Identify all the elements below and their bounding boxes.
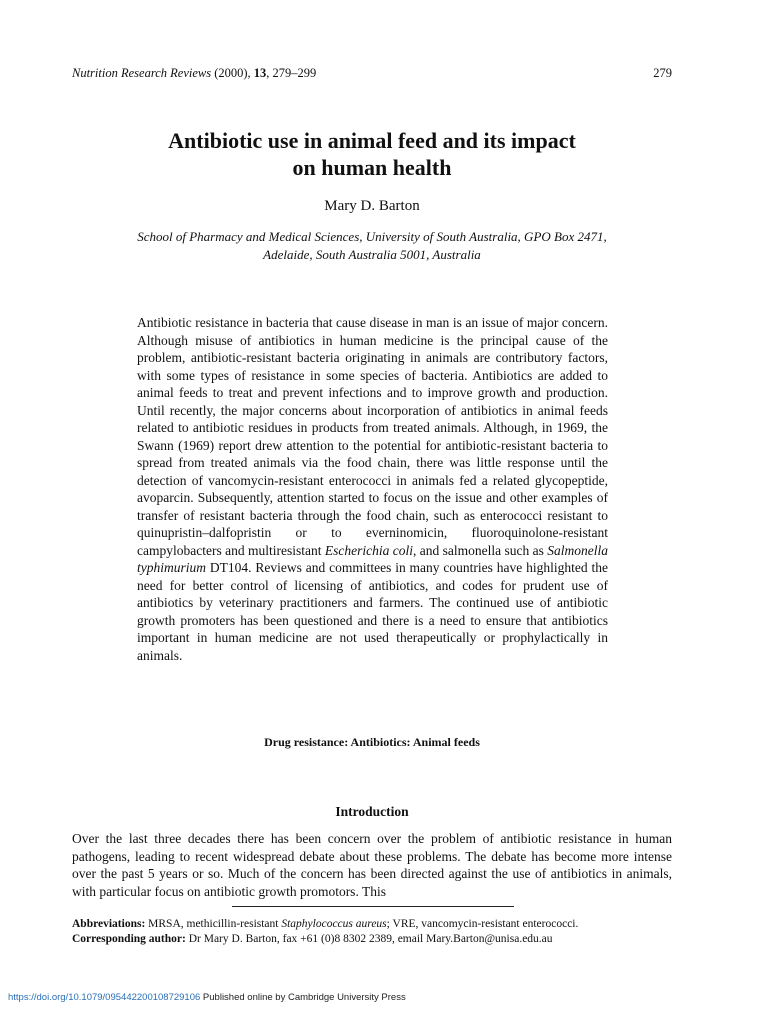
affiliation-line-1: School of Pharmacy and Medical Sciences, University of South Australia, GPO Box 2471, xyxy=(137,229,607,244)
page-range: , 279–299 xyxy=(266,66,317,80)
abbreviations-label: Abbreviations: xyxy=(72,918,146,930)
title-line-2: on human health xyxy=(292,155,452,180)
abstract-italic-ecoli: Escherichia coli xyxy=(324,542,413,558)
volume-number: 13 xyxy=(253,66,267,80)
corresponding-author-text: Dr Mary D. Barton, fax +61 (0)8 8302 2389, email Mary.Barton@unisa.edu.au xyxy=(185,933,553,945)
title-line-1: Antibiotic use in animal feed and its impact xyxy=(168,128,576,153)
journal-name: Nutrition Research Reviews xyxy=(72,66,212,80)
abstract xyxy=(137,314,608,664)
abbreviations-text-2: ; VRE, vancomycin-resistant enterococci. xyxy=(386,918,579,930)
running-header xyxy=(72,66,672,81)
citation-year: (2000), xyxy=(211,66,254,80)
footnotes xyxy=(72,917,692,947)
author-name: Mary D. Barton xyxy=(324,198,420,214)
abstract-text-2: , and salmonella such as xyxy=(412,542,548,558)
section-heading-introduction: Introduction xyxy=(335,804,409,819)
page-number: 279 xyxy=(653,66,672,80)
published-online-text: Published online by Cambridge University Press xyxy=(200,992,406,1003)
abbreviations-footnote xyxy=(72,917,692,932)
doi-footer xyxy=(8,992,748,1003)
affiliation xyxy=(72,228,672,264)
introduction-paragraph: Over the last three decades there has been concern over the problem of antibiotic resistance in human pathogens, leading to recent widespread debate about these problems. The debate has become more intense over the past 5 years or so. Much of the concern has been directed against the use of antibiotics in animals, with particular focus on antibiotic growth promotors. This xyxy=(72,831,672,899)
abstract-italic-salmonella: Salmonella typhimurium xyxy=(137,542,609,575)
footnote-rule xyxy=(232,906,514,907)
affiliation-line-2: Adelaide, South Australia 5001, Australia xyxy=(263,247,481,262)
journal-citation xyxy=(72,66,316,81)
article-title xyxy=(72,127,672,181)
corresponding-author-footnote xyxy=(72,932,692,947)
corresponding-author-label: Corresponding author: xyxy=(72,933,186,945)
abbreviations-italic: Staphylococcus aureus xyxy=(281,918,387,930)
abbreviations-text-1: MRSA, methicillin-resistant xyxy=(145,918,282,930)
abstract-text-1: Antibiotic resistance in bacteria that cause disease in man is an issue of major concern. Although misuse of antibiotics in human medicine is the principal cause of the problem, antibiotic-resistant bacteria originating in animals are contributory factors, with some types of resistance in some species of bacteria. Antibiotics are added to animal feeds to treat and prevent infections and to improve growth and production. Until recently, the major concerns about incorporation of antibiotics in animal feeds related to antibiotic residues in products from treated animals. Although, in 1969, the Swann (1969) report drew attention to the potential for antibiotic-resistant bacteria to spread from treated animals via the food chain, there was little response until the detection of vancomycin-resistant enterococci in animals fed a related glycopeptide, avoparcin. Subsequently, attention started to focus on the issue and other examples of transfer of resistant bacteria through the food chain, such as enterococci resistant to quinupristin–dalfopristin or to everninomicin, fluoroquinolone-resistant campylobacters and multiresistant xyxy=(137,315,608,558)
doi-link[interactable]: https://doi.org/10.1079/095442200108729106 xyxy=(8,992,201,1003)
abstract-text-3: DT104. Reviews and committees in many countries have highlighted the need for better control of licensing of antibiotics, and codes for prudent use of antibiotics by veterinary practitioners and farmers. The continued use of antibiotic growth promoters has been questioned and there is a need to ensure that antibiotics important in human medicine are not used therapeutically or prophylactically in animals. xyxy=(137,560,608,663)
keywords: Drug resistance: Antibiotics: Animal feeds xyxy=(264,735,480,749)
